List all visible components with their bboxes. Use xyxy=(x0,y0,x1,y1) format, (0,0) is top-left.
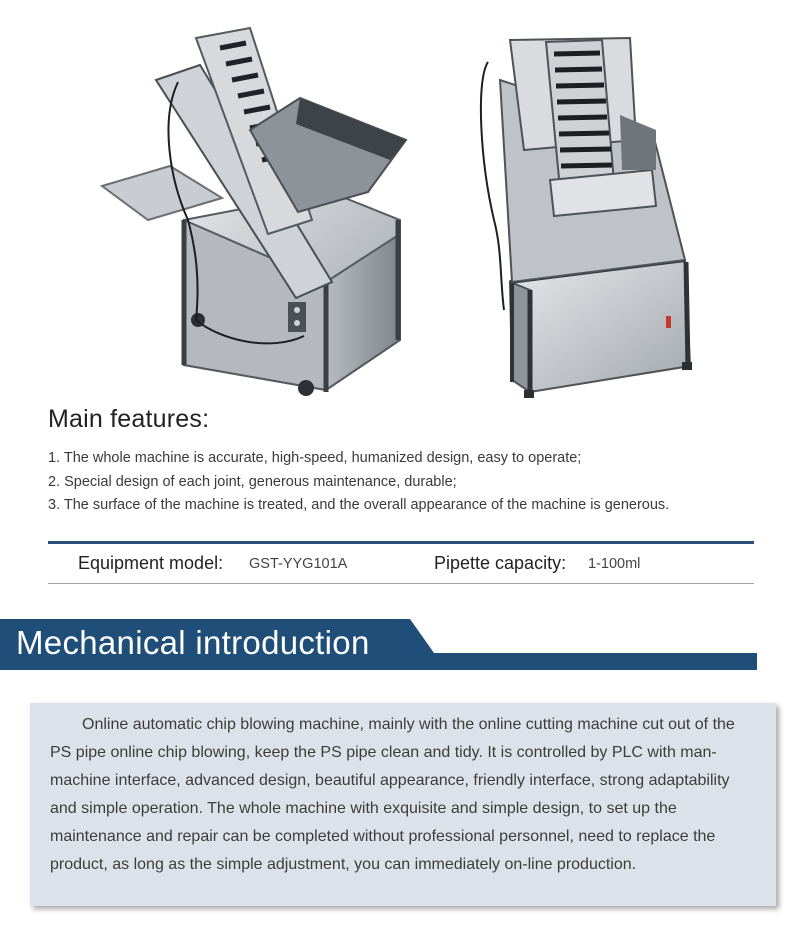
machine-photo-right xyxy=(470,20,700,405)
capacity-value: 1-100ml xyxy=(588,556,641,572)
feature-item: 1. The whole machine is accurate, high-speed, humanized design, easy to operate; xyxy=(48,450,582,466)
capacity-label: Pipette capacity: xyxy=(434,553,567,573)
intro-box xyxy=(30,703,776,906)
features-title: Main features: xyxy=(48,405,210,433)
features-list xyxy=(48,447,669,518)
section-title: Mechanical introduction xyxy=(16,624,370,661)
model-value: GST-YYG101A xyxy=(249,556,348,572)
intro-text: Online automatic chip blowing machine, mainly with the online cutting machine cut out of the PS pipe online chip blowing, keep the PS pipe clean and tidy. It is controlled by PLC with man-machine interface, advanced design, beautiful appearance, friendly interface, strong adaptability and simple operation. The whole machine with exquisite and simple design, to set up the maintenance and repair can be completed without professional personnel, need to replace the product, as long as the simple adjustment, you can immediately on-line production. xyxy=(50,716,735,873)
machine-photo-icon xyxy=(470,20,700,405)
feature-item: 2. Special design of each joint, generous maintenance, durable; xyxy=(48,473,457,490)
model-label: Equipment model: xyxy=(78,553,224,573)
machine-photo-left xyxy=(100,20,410,405)
spec-table xyxy=(48,541,754,584)
feature-item: 3. The surface of the machine is treated, and the overall appearance of the machine is generous. xyxy=(48,497,670,513)
machine-photo-icon xyxy=(100,20,410,405)
